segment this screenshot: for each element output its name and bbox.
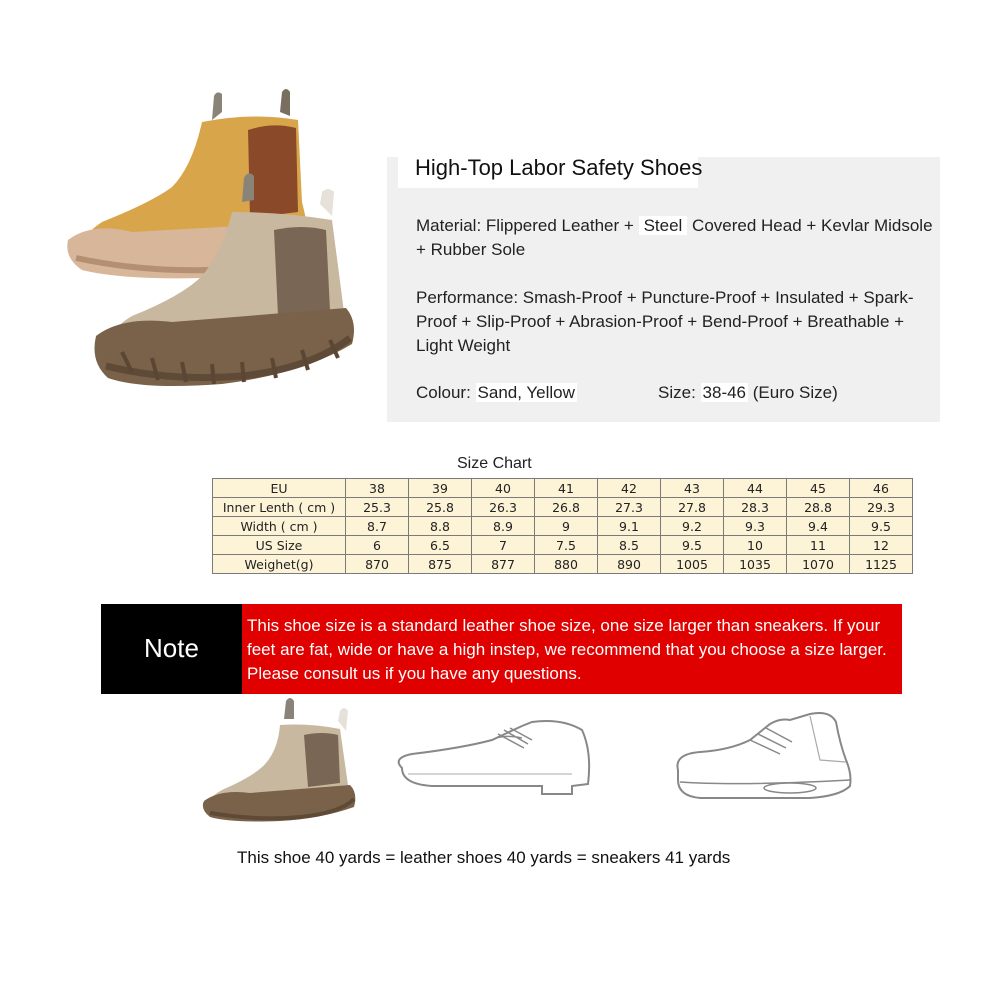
size-label: Size: xyxy=(658,383,696,402)
size-chart-cell: 44 xyxy=(724,479,787,498)
sneaker-outline xyxy=(660,700,870,815)
size-chart-cell: 8.5 xyxy=(598,536,661,555)
size-chart-cell: 28.8 xyxy=(787,498,850,517)
size-chart-cell: 10 xyxy=(724,536,787,555)
performance-value: Smash-Proof + Puncture-Proof + Insulated + Spark-Proof + Slip-Proof + Abrasion-Proof + Bend-Proof + Breathable + Light Weight xyxy=(416,288,914,355)
size-chart-cell: 8.7 xyxy=(346,517,409,536)
size-chart-cell: 46 xyxy=(850,479,913,498)
leather-shoe-outline xyxy=(372,700,622,810)
size-chart-cell: 38 xyxy=(346,479,409,498)
size-chart-cell: 1005 xyxy=(661,555,724,574)
size-chart-cell: 9.5 xyxy=(661,536,724,555)
size-chart-row xyxy=(213,498,913,517)
size-chart-cell: 875 xyxy=(409,555,472,574)
size-chart-cell: 28.3 xyxy=(724,498,787,517)
performance-label: Performance: xyxy=(416,288,519,307)
boot-comparison-image xyxy=(200,695,360,825)
size-chart-title: Size Chart xyxy=(457,455,532,472)
size-chart-cell: 7 xyxy=(472,536,535,555)
size-chart-cell: 27.8 xyxy=(661,498,724,517)
size-chart-cell: 9.4 xyxy=(787,517,850,536)
material-part1: Flippered Leather + xyxy=(485,216,634,235)
colour-label: Colour: xyxy=(416,383,471,402)
size-chart-cell: 877 xyxy=(472,555,535,574)
material-steel: Steel xyxy=(639,216,688,235)
size-chart-cell: 9 xyxy=(535,517,598,536)
size-chart-cell: 9.5 xyxy=(850,517,913,536)
size-chart-row-label: Inner Lenth ( cm ) xyxy=(213,498,346,517)
size-chart-cell: 6.5 xyxy=(409,536,472,555)
size-chart-cell: 43 xyxy=(661,479,724,498)
size-chart-row-label: EU xyxy=(213,479,346,498)
size-chart-cell: 9.2 xyxy=(661,517,724,536)
size-chart-cell: 890 xyxy=(598,555,661,574)
performance-spec xyxy=(416,286,936,358)
size-chart-cell: 39 xyxy=(409,479,472,498)
note-label: Note xyxy=(144,633,199,663)
colour-value: Sand, Yellow xyxy=(477,383,575,402)
size-chart-cell: 870 xyxy=(346,555,409,574)
size-chart-cell: 27.3 xyxy=(598,498,661,517)
size-chart-row xyxy=(213,479,913,498)
size-chart-cell: 12 xyxy=(850,536,913,555)
size-comparison-text: This shoe 40 yards = leather shoes 40 yards = sneakers 41 yards xyxy=(237,848,731,867)
product-title: High-Top Labor Safety Shoes xyxy=(415,155,703,180)
size-chart-cell: 40 xyxy=(472,479,535,498)
material-part2: Covered Head + Kevlar Midsole + Rubber Sole xyxy=(416,216,933,259)
size-chart-cell: 6 xyxy=(346,536,409,555)
note-text: This shoe size is a standard leather shoe size, one size larger than sneakers. If your feet are fat, wide or have a high instep, we recommend that you choose a size larger. Please consult us if you have any questions. xyxy=(247,616,887,683)
size-chart-row xyxy=(213,555,913,574)
size-chart-cell: 29.3 xyxy=(850,498,913,517)
size-chart-cell: 25.3 xyxy=(346,498,409,517)
size-chart-cell: 9.3 xyxy=(724,517,787,536)
size-chart-cell: 26.8 xyxy=(535,498,598,517)
size-chart-cell: 1035 xyxy=(724,555,787,574)
material-spec xyxy=(416,214,936,262)
size-chart-row xyxy=(213,536,913,555)
size-chart-cell: 26.3 xyxy=(472,498,535,517)
colour-spec xyxy=(416,381,656,405)
size-range: 38-46 xyxy=(702,383,747,402)
size-chart-row-label: Weighet(g) xyxy=(213,555,346,574)
size-chart-cell: 1125 xyxy=(850,555,913,574)
size-chart-table xyxy=(212,478,913,574)
size-chart-row xyxy=(213,517,913,536)
size-chart-row-label: US Size xyxy=(213,536,346,555)
size-chart-cell: 25.8 xyxy=(409,498,472,517)
size-chart-cell: 1070 xyxy=(787,555,850,574)
size-chart-row-label: Width ( cm ) xyxy=(213,517,346,536)
size-chart-cell: 41 xyxy=(535,479,598,498)
size-chart-cell: 8.8 xyxy=(409,517,472,536)
size-chart-cell: 7.5 xyxy=(535,536,598,555)
size-chart-cell: 11 xyxy=(787,536,850,555)
size-note: (Euro Size) xyxy=(752,383,838,402)
size-chart-cell: 880 xyxy=(535,555,598,574)
size-spec xyxy=(658,381,938,405)
boots-hero-image xyxy=(62,82,362,402)
material-label: Material: xyxy=(416,216,482,235)
size-chart-cell: 9.1 xyxy=(598,517,661,536)
size-chart-cell: 42 xyxy=(598,479,661,498)
size-chart-cell: 8.9 xyxy=(472,517,535,536)
size-chart-cell: 45 xyxy=(787,479,850,498)
